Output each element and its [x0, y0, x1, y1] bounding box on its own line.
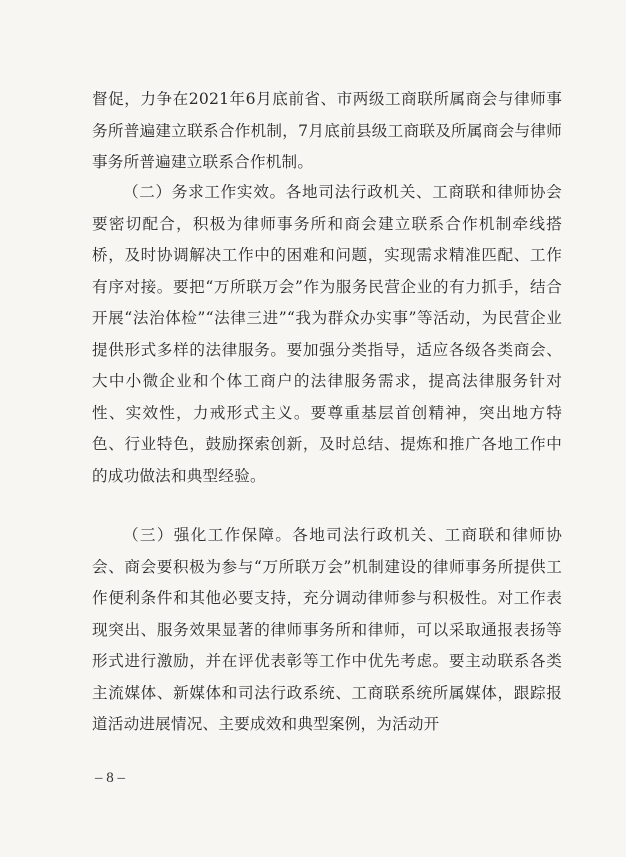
- section-2-paragraph: [92, 177, 562, 492]
- section-3-body: 各地司法行政机关、工商联和律师协会、商会要积极为参与“万所联万会”机制建设的律师事务所提供工作便利条件和其他必要支持，充分调动律师参与积极性。对工作表现突出、服务效果显著的律师事务所和律师，可以采取通报表扬等形式进行激励，并在评优表彰等工作中优先考虑。要主动联系各类主流媒体、新媒体和司法行政系统、工商联系统所属媒体，跟踪报道活动进展情况、主要成效和典型案例，为活动开: [92, 526, 562, 733]
- page-number: – 8 –: [95, 770, 125, 786]
- section-2-heading: （二）务求工作实效。: [123, 183, 286, 201]
- paragraph-continuation: [92, 84, 562, 179]
- section-3-paragraph: [92, 520, 562, 741]
- section-2-body: 各地司法行政机关、工商联和律师协会要密切配合，积极为律师事务所和商会建立联系合作机制牵线搭桥，及时协调解决工作中的困难和问题，实现需求精准匹配、工作有序对接。要把“万所联万会”作为服务民营企业的有力抓手，结合开展“法治体检”“法律三进”“我为群众办实事”等活动，为民营企业提供形式多样的法律服务。要加强分类指导，适应各级各类商会、大中小微企业和个体工商户的法律服务需求，提高法律服务针对性、实效性，力戒形式主义。要尊重基层首创精神，突出地方特色、行业特色，鼓励探索创新，及时总结、提炼和推广各地工作中的成功做法和典型经验。: [92, 183, 562, 485]
- paragraph-text: 督促，力争在2021年6月底前省、市两级工商联所属商会与律师事务所普遍建立联系合作机制，7月底前县级工商联及所属商会与律师事务所普遍建立联系合作机制。: [92, 90, 562, 171]
- section-3-heading: （三）强化工作保障。: [123, 526, 293, 544]
